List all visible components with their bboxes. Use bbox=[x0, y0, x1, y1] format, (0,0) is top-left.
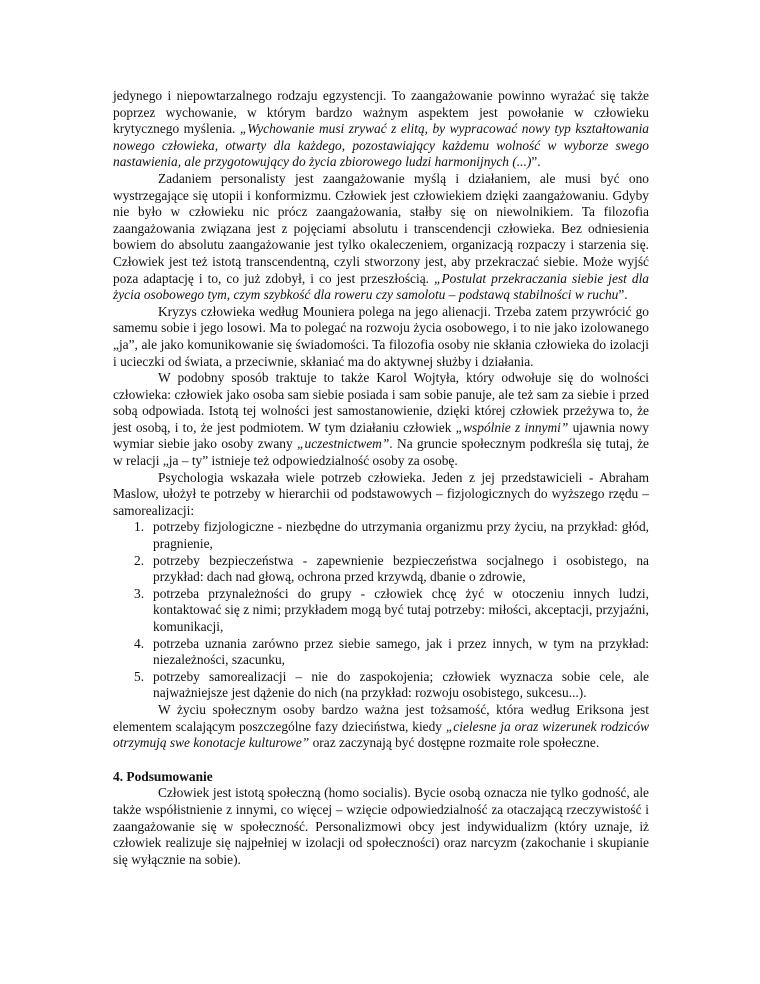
list-item: 3. potrzeba przynależności do grupy - człowiek chcę żyć w otoczeniu innych ludzi, kontaktować się z nimi; przykładem mogą być tutaj potrzeby: miłości, akceptacji, przyjaźni, komunikacji, bbox=[134, 585, 649, 634]
paragraph-summary: Człowiek jest istotą społeczną (homo socialis). Bycie osobą oznacza nie tylko godność, ale także współistnienie z innymi, co więcej – wzięcie odpowiedzialność za otaczającą rzeczywistość i zaangażowanie się w społeczność. Personalizmowi obcy jest indywidualizm (który uznaje, iż człowiek realizuje się najpełniej w izolacji od społeczności) oraz narcyzm (zakochanie i skupianie się wyłącznie na sobie). bbox=[113, 785, 649, 867]
list-item: 1. potrzeby fizjologiczne - niezbędne do utrzymania organizmu przy życiu, na przykład: głód, pragnienie, bbox=[134, 519, 649, 552]
paragraph-alienation: Kryzys człowieka według Mouniera polega na jego alienacji. Trzeba zatem przywrócić go samemu sobie i jego losowi. Ma to polegać na rozwoju życia osobowego, i to nie jako izolowanego „ja”, ale jako komunikowanie się świadomości. Ta filozofia osoby nie skłania człowieka do izolacji i ucieczki od świata, a przeciwnie, skłaniać ma do aktywnej służby i działania. bbox=[113, 303, 649, 369]
paragraph-erikson: W życiu społecznym osoby bardzo ważna jest tożsamość, która według Eriksona jest elementem scalającym poszczególne fazy dzieciństwa, kiedy „cielesne ja oraz wizerunek rodziców otrzymują swe konotacje kulturowe” oraz zaczynają być dostępne rozmaite role społeczne. bbox=[113, 701, 649, 751]
paragraph-maslow: Psychologia wskazała wiele potrzeb człowieka. Jeden z jej przedstawicieli - Abraham Maslow, ułożył te potrzeby w hierarchii od podstawowych – fizjologicznych do wyższego rzędu – samorealizacji: bbox=[113, 469, 649, 518]
section-heading-summary: 4. Podsumowanie bbox=[113, 768, 213, 784]
paragraph-wojtyla: W podobny sposób traktuje to także Karol Wojtyła, który odwołuje się do wolności człowieka: człowiek jako osoba sam siebie posiada i sam sobie panuje, ale też sam za siebie i przed sobą odpowiada. Istotą tej wolności jest samostanowienie, dzięki której człowiek przeżywa to, że jest osobą, i to, że jest podmiotem. W tym działaniu człowiek „wspólnie z innymi” ujawnia nowy wymiar siebie jako osoby zwany „uczestnictwem”. Na gruncie społecznym podkreśla się tutaj, że w relacji „ja – ty” istnieje też odpowiedzialność osoby za osobę. bbox=[113, 370, 649, 469]
list-item: 2. potrzeby bezpieczeństwa - zapewnienie bezpieczeństwa socjalnego i osobistego, na przykład: dach nad głową, ochrona przed krzywdą, dbanie o zdrowie, bbox=[134, 552, 649, 585]
list-item: 5. potrzeby samorealizacji – nie do zaspokojenia; człowiek wyznacza sobie cele, ale najważniejsze jest dążenie do nich (na przykład: rozwoju osobistego, sukcesu...). bbox=[134, 668, 649, 701]
list-item: 4. potrzeba uznania zarówno przez siebie samego, jak i przez innych, w tym na przykład: niezależności, szacunku, bbox=[134, 635, 649, 668]
quote-together: „wspólnie z innymi” bbox=[455, 419, 569, 435]
needs-list bbox=[113, 519, 649, 702]
quote-participation: „uczestnictwem” bbox=[297, 436, 390, 452]
paragraph-commitment: Zadaniem personalisty jest zaangażowanie myślą i działaniem, ale musi być ono wystrzegające się utopii i konformizmu. Człowiek jest człowiekiem dzięki zaangażowaniu. Gdyby nie było w człowieku nic prócz zaangażowania, stałby się on niewolnikiem. Ta filozofia zaangażowania związana jest z pojęciami absolutu i transcendencji człowieka. Bez odniesienia bowiem do absolutu zaangażowanie jest tylko okaleczeniem, organizacją rozpaczy i starzenia się. Człowiek jest też istotą transcendentną, czyli stworzony jest, aby przekraczać siebie. Może wyjść poza adaptację i to, co już zdobył, i co jest przeszłością. „Postulat przekraczania siebie jest dla życia osobowego tym, czym szybkość dla roweru czy samolotu – podstawą stabilności w ruchu”. bbox=[113, 170, 649, 303]
quote-education: „Wychowanie musi zrywać z elitą, by wypracować nowy typ kształtowania nowego człowieka, otwarty dla każdego, pozostawiający każdemu wolność w wyborze swego nastawienia, ale przygotowujący do życia zbiorowego ludzi harmonijnych (...) bbox=[113, 121, 649, 170]
quote-erikson: „cielesne ja oraz wizerunek rodziców otrzymują swe konotacje kulturowe” bbox=[113, 718, 649, 751]
paragraph-education: jedynego i niepowtarzalnego rodzaju egzystencji. To zaangażowanie powinno wyrażać się także poprzez wychowanie, w którym bardzo ważnym aspektem jest powołanie w człowieku krytycznego myślenia. „Wychowanie musi zrywać z elitą, by wypracować nowy typ kształtowania nowego człowieka, otwarty dla każdego, pozostawiający każdemu wolność w wyborze swego nastawienia, ale przygotowujący do życia zbiorowego ludzi harmonijnych (...)”. bbox=[113, 88, 649, 170]
document-page bbox=[113, 88, 649, 868]
quote-transcendence: „Postulat przekraczania siebie jest dla życia osobowego tym, czym szybkość dla roweru czy samolotu – podstawą stabilności w ruchu bbox=[113, 270, 649, 303]
